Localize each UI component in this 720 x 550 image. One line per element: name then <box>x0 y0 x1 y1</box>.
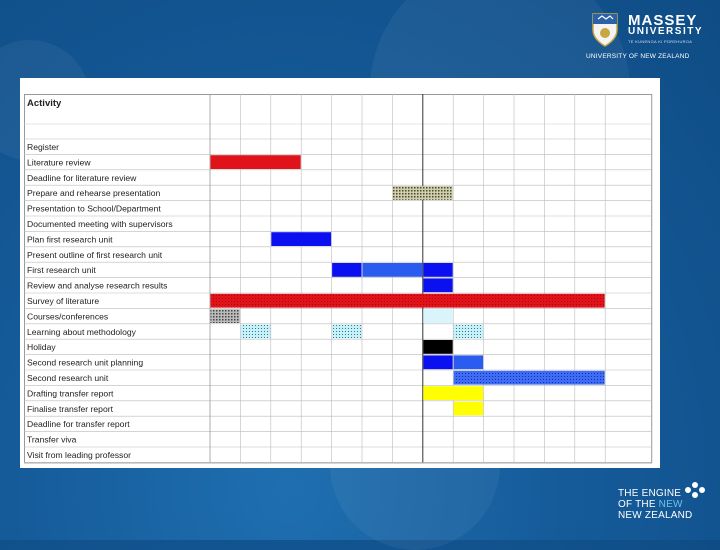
footer-line-2 <box>618 499 692 510</box>
activity-label: Documented meeting with supervisors <box>27 219 173 229</box>
gantt-bar <box>454 325 483 339</box>
footer-line-2-text: OF THE <box>618 499 659 510</box>
gantt-bar <box>423 309 452 323</box>
university-name: MASSEY <box>628 12 698 29</box>
activity-label: Register <box>27 142 59 152</box>
activity-label: Holiday <box>27 342 56 353</box>
footer-new-word: NEW <box>658 499 683 510</box>
activity-label: Courses/conferences <box>27 311 109 322</box>
university-subtitle: UNIVERSITY <box>628 26 704 37</box>
activity-label: Deadline for literature review <box>27 172 137 183</box>
activity-label: Transfer viva <box>27 434 77 445</box>
activity-label: Review and analyse research results <box>27 280 168 291</box>
gantt-bar <box>332 325 361 339</box>
activity-label: Literature review <box>27 157 91 168</box>
gantt-bar <box>211 155 301 169</box>
gantt-bar <box>423 263 452 277</box>
activity-label: Survey of literature <box>27 296 100 306</box>
gantt-bar <box>332 263 361 277</box>
activity-label: Second research unit <box>27 373 109 383</box>
gantt-bar <box>423 355 452 369</box>
activity-label: Drafting transfer report <box>27 388 114 399</box>
gantt-bar <box>363 263 423 277</box>
gantt-bar <box>423 278 452 292</box>
gantt-frame <box>25 95 652 463</box>
gantt-bar <box>454 402 483 416</box>
gantt-bar <box>211 309 240 323</box>
gantt-bar <box>241 325 270 339</box>
university-motto: TE KUNENGA KI PŪREHUROA <box>628 39 693 44</box>
activity-label: Finalise transfer report <box>27 403 113 414</box>
gantt-bar <box>271 232 331 246</box>
massey-university-logo <box>588 10 708 62</box>
crest-icon <box>590 10 620 48</box>
gantt-bar <box>423 386 483 400</box>
activity-label: Learning about methodology <box>27 326 136 337</box>
activity-header: Activity <box>27 98 62 109</box>
university-tagline: UNIVERSITY OF NEW ZEALAND <box>586 53 690 60</box>
activity-label: Plan first research unit <box>27 234 113 245</box>
gantt-bar <box>454 371 605 385</box>
engine-of-new-zealand-logo <box>598 480 708 526</box>
activity-label: Deadline for transfer report <box>27 419 130 430</box>
gantt-bar <box>454 355 483 369</box>
gantt-bar <box>393 186 453 200</box>
gantt-chart-panel <box>20 78 660 468</box>
footer-line-1: THE ENGINE <box>618 488 682 499</box>
gantt-bar <box>211 294 605 308</box>
activity-label: Present outline of first research unit <box>27 249 163 260</box>
activity-label: Prepare and rehearse presentation <box>27 188 161 199</box>
gantt-bar <box>423 340 452 354</box>
footer-line-3: NEW ZEALAND <box>618 510 693 521</box>
activity-label: Visit from leading professor <box>27 450 131 460</box>
activity-label: Presentation to School/Department <box>27 203 161 214</box>
activity-label: Second research unit planning <box>27 357 144 368</box>
gantt-chart <box>24 94 656 464</box>
activity-label: First research unit <box>27 265 96 276</box>
